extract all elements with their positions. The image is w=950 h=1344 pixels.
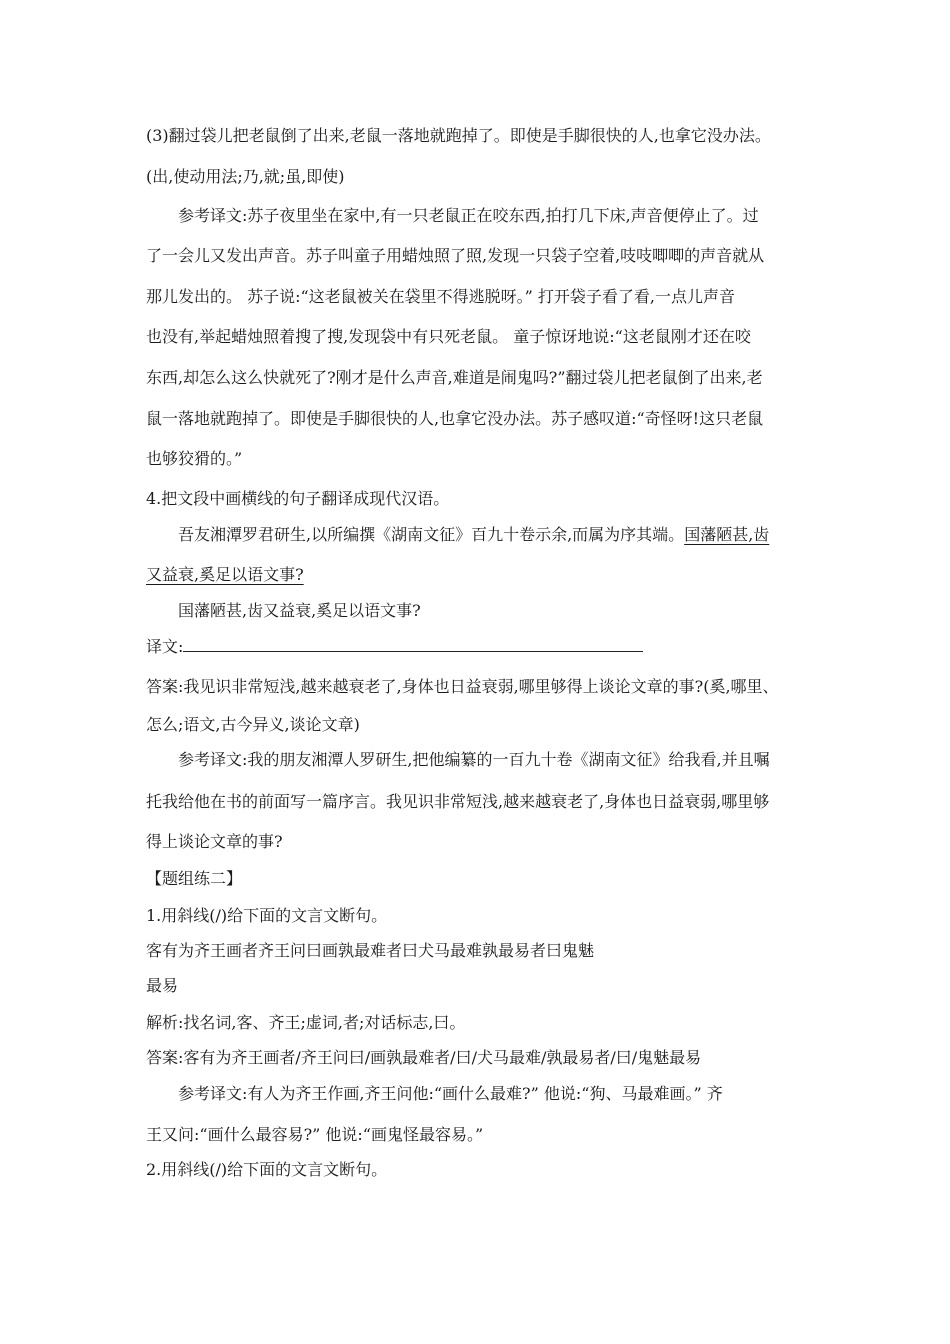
question-heading: 2.用斜线(/)给下面的文言文断句。 (146, 1160, 388, 1179)
answer-line: 答案:客有为齐王画者/齐王问曰/画孰最难者/曰/犬马最难/孰最易者/曰/鬼魅最易 (146, 1048, 702, 1067)
translation-label: 译文: (146, 637, 184, 656)
text-line: 客有为齐王画者齐王问曰画孰最难者曰犬马最难孰最易者曰鬼魅 (146, 941, 595, 960)
text-line: 了一会儿又发出声音。苏子叫童子用蜡烛照了照,发现一只袋子空着,吱吱唧唧的声音就从 (146, 246, 765, 265)
text-line: 得上谈论文章的事? (146, 832, 283, 851)
section-heading: 【题组练二】 (146, 869, 243, 888)
text-line: (出,使动用法;乃,就;虽,即使) (146, 167, 345, 186)
text-line: (3)翻过袋儿把老鼠倒了出来,老鼠一落地就跑掉了。即使是手脚很快的人,也拿它没办法。 (146, 126, 771, 145)
passage-text: 吾友湘潭罗君研生,以所编撰《湖南文征》百九十卷示余,而属为序其端。 (178, 525, 685, 544)
text-line: 最易 (146, 976, 179, 995)
text-line: 参考译文:有人为齐王作画,齐王问他:“画什么最难?” 他说:“狗、马最难画。” 齐 (178, 1084, 723, 1103)
text-line: 鼠一落地就跑掉了。即使是手脚很快的人,也拿它没办法。苏子感叹道:“奇怪呀!这只老鼠 (146, 409, 764, 428)
answer-line: 怎么;语文,古今异义,谈论文章) (146, 715, 360, 734)
analysis-line: 解析:找名词,客、齐王;虚词,者;对话标志,曰。 (146, 1013, 466, 1032)
answer-blank (183, 637, 643, 652)
text-line: 也够狡猾的。” (146, 449, 243, 468)
text-line: 参考译文:苏子夜里坐在家中,有一只老鼠正在咬东西,拍打几下床,声音便停止了。过 (178, 206, 759, 225)
underlined-sentence: 又益衰,奚足以语文事? (146, 565, 304, 584)
question-heading: 4.把文段中画横线的句子翻译成现代汉语。 (146, 489, 450, 508)
underlined-sentence: 国藩陋甚,齿 (684, 525, 770, 544)
text-line: 参考译文:我的朋友湘潭人罗研生,把他编纂的一百九十卷《湖南文征》给我看,并且嘱 (178, 750, 770, 769)
text-line: 也没有,举起蜡烛照着搜了搜,发现袋中有只死老鼠。 童子惊讶地说:“这老鼠刚才还在咬 (146, 327, 751, 346)
answer-line: 答案:我见识非常短浅,越来越衰老了,身体也日益衰弱,哪里够得上谈论文章的事?(奚,哪里、 (146, 677, 779, 696)
text-line: 那儿发出的。 苏子说:“这老鼠被关在袋里不得逃脱呀。” 打开袋子看了看,一点儿声音 (146, 287, 736, 306)
question-heading: 1.用斜线(/)给下面的文言文断句。 (146, 906, 388, 925)
source-passage (178, 525, 769, 545)
text-line: 王又问:“画什么最容易?” 他说:“画鬼怪最容易。” (146, 1125, 484, 1144)
translation-answer-field (146, 637, 643, 657)
text-line: 国藩陋甚,齿又益衰,奚足以语文事? (178, 601, 421, 620)
text-line: 东西,却怎么这么快就死了?刚才是什么声音,难道是闹鬼吗?”翻过袋儿把老鼠倒了出来,老 (146, 368, 763, 387)
text-line: 托我给他在书的前面写一篇序言。我见识非常短浅,越来越衰老了,身体也日益衰弱,哪里够 (146, 792, 770, 811)
